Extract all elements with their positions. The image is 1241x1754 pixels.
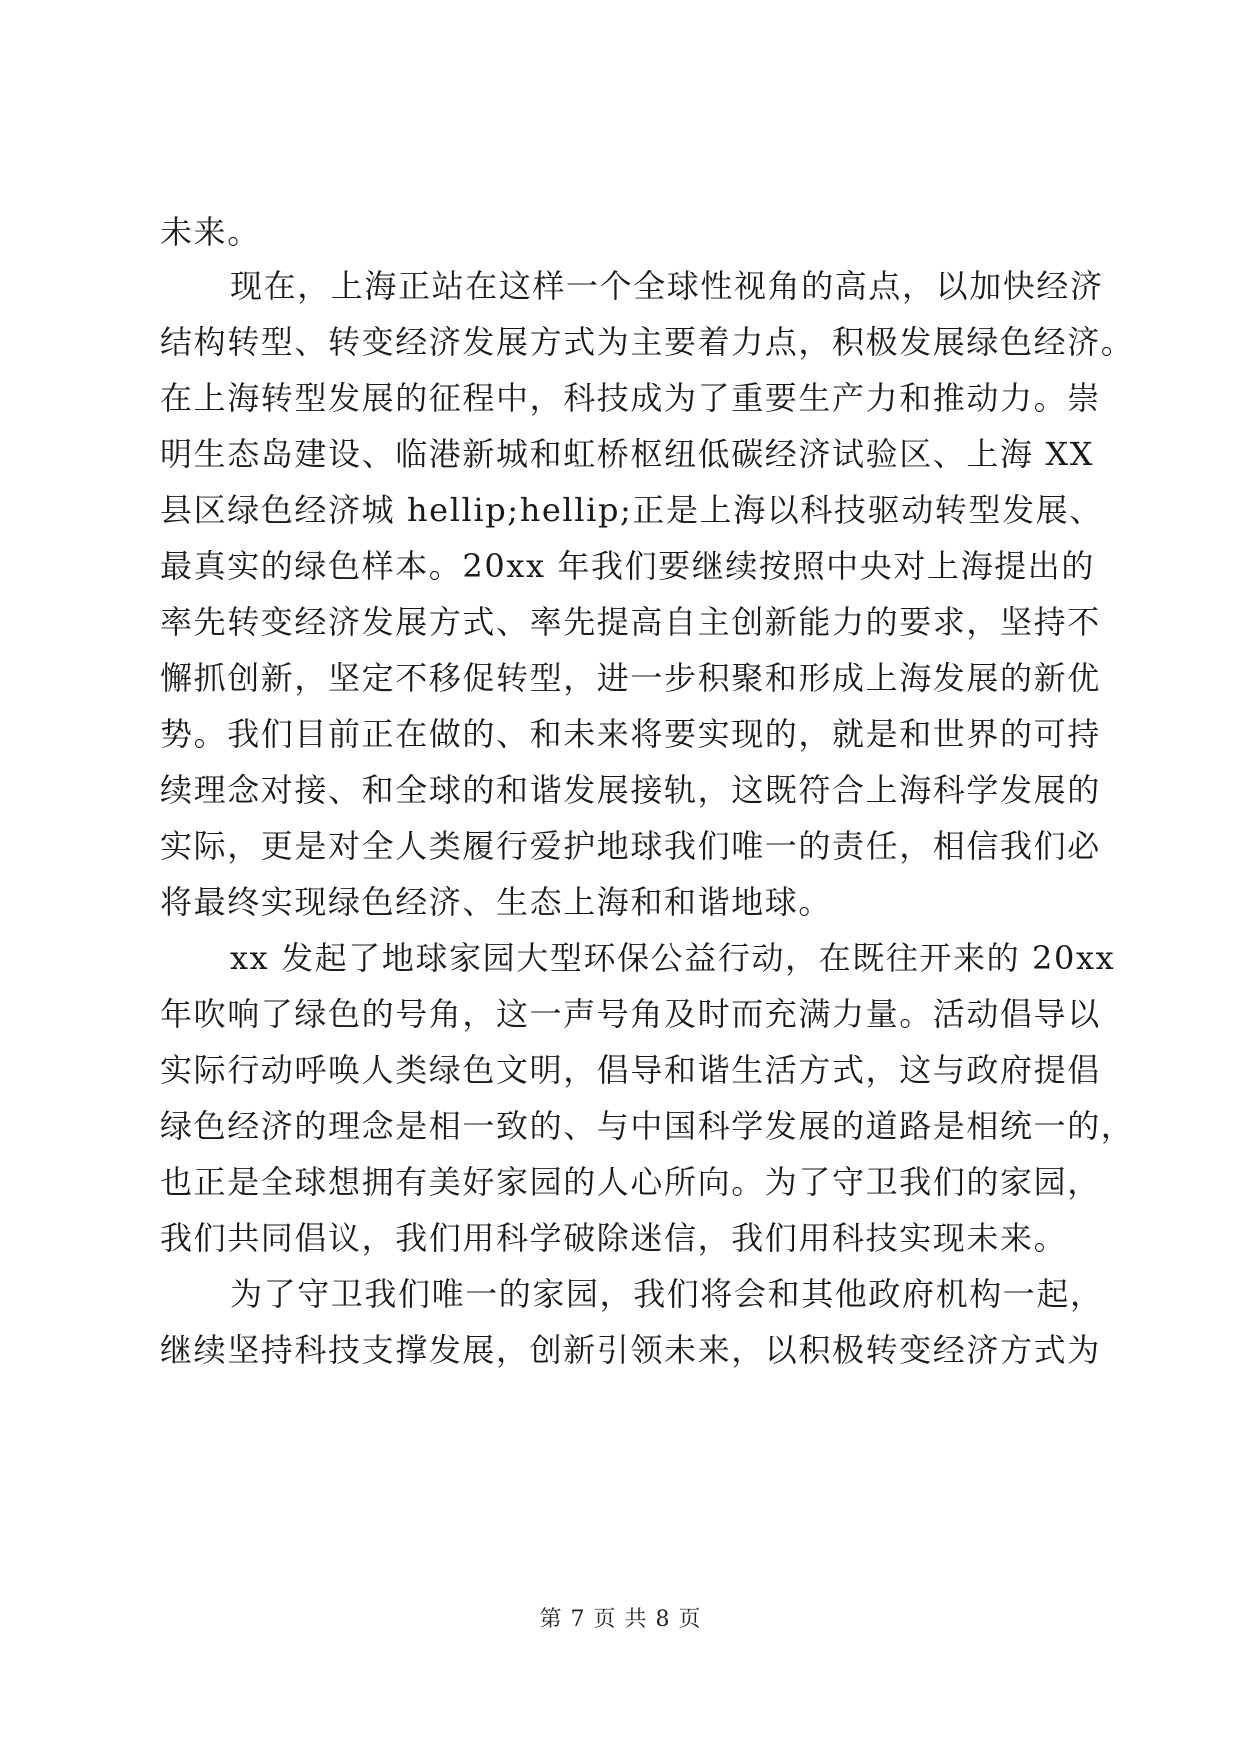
text-line: 未来。 — [160, 213, 261, 251]
text-line: 最真实的绿色样本。20xx 年我们要继续按照中央对上海提出的 — [160, 547, 1095, 585]
paragraph-first-line: 现在，上海正站在这样一个全球性视角的高点，以加快经济 — [230, 267, 1104, 305]
page-number-footer: 第 7 页 共 8 页 — [539, 1607, 702, 1632]
text-line: 实际行动呼唤人类绿色文明，倡导和谐生活方式，这与政府提倡 — [160, 1051, 1101, 1089]
text-line: 实际，更是对全人类履行爱护地球我们唯一的责任，相信我们必 — [160, 827, 1101, 865]
text-line: 续理念对接、和全球的和谐发展接轨，这既符合上海科学发展的 — [160, 771, 1101, 809]
paragraph-first-line: 为了守卫我们唯一的家园，我们将会和其他政府机构一起， — [230, 1275, 1104, 1313]
text-line: 县区绿色经济城 hellip;hellip;正是上海以科技驱动转型发展、 — [160, 491, 1103, 529]
text-line: 我们共同倡议，我们用科学破除迷信，我们用科技实现未来。 — [160, 1219, 1068, 1257]
text-line: 年吹响了绿色的号角，这一声号角及时而充满力量。活动倡导以 — [160, 995, 1101, 1033]
text-line: 继续坚持科技支撑发展，创新引领未来，以积极转变经济方式为 — [160, 1331, 1101, 1369]
text-line: 绿色经济的理念是相一致的、与中国科学发展的道路是相统一的， — [160, 1107, 1135, 1145]
text-line: 率先转变经济发展方式、率先提高自主创新能力的要求，坚持不 — [160, 603, 1101, 641]
text-line: 明生态岛建设、临港新城和虹桥枢纽低碳经济试验区、上海 XX — [160, 435, 1095, 473]
text-line: 结构转型、转变经济发展方式为主要着力点，积极发展绿色经济。 — [160, 323, 1135, 361]
text-line: 在上海转型发展的征程中，科技成为了重要生产力和推动力。崇 — [160, 379, 1101, 417]
text-line: 将最终实现绿色经济、生态上海和和谐地球。 — [160, 883, 833, 921]
text-line: 势。我们目前正在做的、和未来将要实现的，就是和世界的可持 — [160, 715, 1101, 753]
text-line: 懈抓创新，坚定不移促转型，进一步积聚和形成上海发展的新优 — [160, 659, 1101, 697]
paragraph-first-line: xx 发起了地球家园大型环保公益行动，在既往开来的 20xx — [230, 939, 1116, 977]
text-line: 也正是全球想拥有美好家园的人心所向。为了守卫我们的家园， — [160, 1163, 1101, 1201]
